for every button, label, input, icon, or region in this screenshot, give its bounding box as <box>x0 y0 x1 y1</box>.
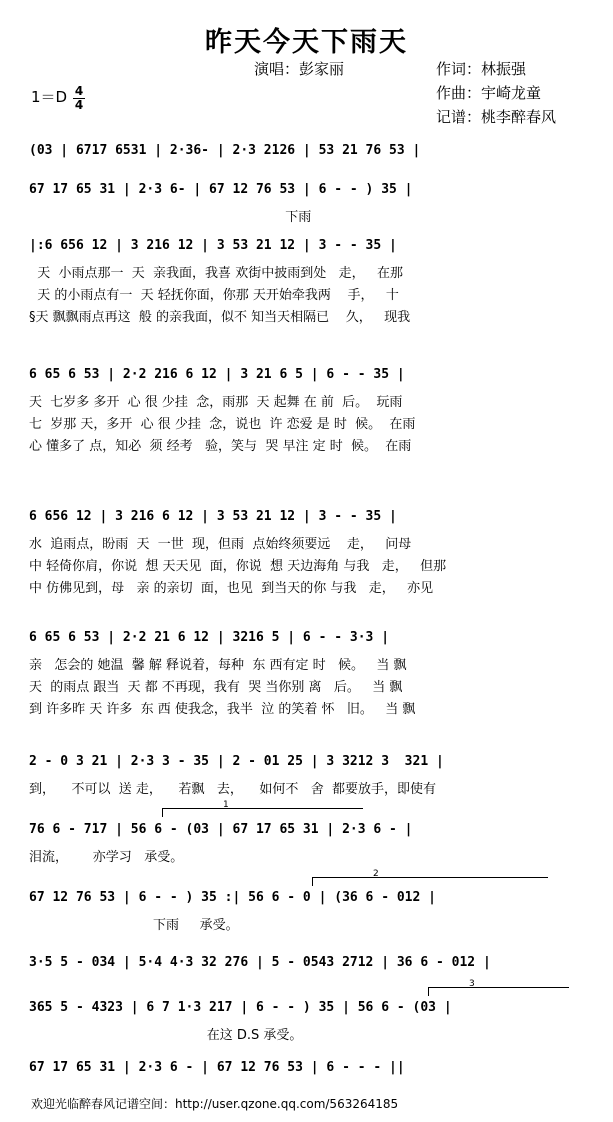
lyric-line-3-1: 天 小雨点那一 天 亲我面，我喜 欢街中披雨到处 走， 在那 <box>29 266 403 281</box>
lyric-line-4-2: 七 岁那 天，多开 心 很 少挂 念，说也 许 恋爱 是 时 候。 在雨 <box>29 417 416 432</box>
lyric-line-5-2: 中 轻倚你肩，你说 想 天天见 面，你说 想 天边海角 与我 走， 但那 <box>29 559 447 574</box>
footer-credit: 欢迎光临醉春风记谱空间：http://user.qzone.qq.com/563264185 <box>31 1097 399 1111</box>
score-row-7: 2 - 0 3 21 | 2·3 3 - 35 | 2 - 01 25 | 3 3212 3 321 | <box>29 754 444 769</box>
time-signature-bottom: 4 <box>74 98 84 112</box>
time-signature <box>73 86 85 111</box>
key-signature: 1＝D <box>31 88 68 106</box>
score-row-12: 67 17 65 31 | 2·3 6 - | 67 12 76 53 | 6 - - - || <box>29 1060 405 1075</box>
lyric-line-4-3: 心 懂多了 点，知必 须 经考 验，笑与 哭 早注 定 时 候。 在雨 <box>29 439 412 454</box>
score-row-10: 3·5 5 - 034 | 5·4 4·3 32 276 | 5 - 0543 2712 | 36 6 - 012 | <box>29 955 491 970</box>
volta-bracket-2: 2 <box>312 877 548 886</box>
lyric-line-3-3: §天 飘飘雨点再这 般 的亲我面，似不 知当天相隔已 久， 现我 <box>29 310 411 325</box>
score-row-11: 365 5 - 4323 | 6 7 1·3 217 | 6 - - ) 35 | 56 6 - (03 | <box>29 1000 452 1015</box>
lyric-line-4-1: 天 七岁多 多开 心 很 少挂 念，雨那 天 起舞 在 前 后。 玩雨 <box>29 395 403 410</box>
volta-bracket-3: 3 <box>428 987 569 996</box>
lyric-line-6-3: 到 许多昨 天 许多 东 西 使我念，我半 泣 的笑着 怀 旧。 当 飘 <box>29 702 416 717</box>
singer-credit: 演唱：彭家丽 <box>254 60 345 78</box>
lyric-line-11-1: 在这 D.S 承受。 <box>29 1028 303 1043</box>
score-row-2: 67 17 65 31 | 2·3 6- | 67 12 76 53 | 6 - - ) 35 | <box>29 182 413 197</box>
lyric-line-9-1: 下雨 承受。 <box>29 918 239 933</box>
score-row-3: |:6 656 12 | 3 216 12 | 3 53 21 12 | 3 - - 35 | <box>29 238 397 253</box>
transcriber-credit: 记谱：桃李醉春风 <box>436 108 557 126</box>
score-row-1: (03 | 6717 6531 | 2·36- | 2·3 2126 | 53 21 76 53 | <box>29 143 421 158</box>
lyric-line-8-1: 泪流， 亦学习 承受。 <box>29 850 184 865</box>
lyric-line-3-2: 天 的小雨点有一 天 轻抚你面，你那 天开始牵我两 手， 十 <box>29 288 399 303</box>
lyric-line-6-2: 天 的雨点 跟当 天 都 不再现，我有 哭 当你别 离 后。 当 飘 <box>29 680 403 695</box>
composer-credit: 作曲：宇崎龙童 <box>436 84 542 102</box>
lyric-line-5-3: 中 仿佛见到，母 亲 的亲切 面，也见 到当天的你 与我 走， 亦见 <box>29 581 434 596</box>
lyric-line-2-1: 下雨 <box>29 210 312 225</box>
lyric-line-7-1: 到， 不可以 送 走， 若飘 去， 如何不 舍 都要放手，即使有 <box>29 782 437 797</box>
lyric-line-6-1: 亲 怎会的 她温 馨 解 释说着，每种 东 西有定 时 候。 当 飘 <box>29 658 407 673</box>
score-row-8: 76 6 - 717 | 56 6 - (03 | 67 17 65 31 | 2·3 6 - | <box>29 822 413 837</box>
page-title: 昨天今天下雨天 <box>205 27 408 58</box>
lyric-line-5-1: 水 追雨点，盼雨 天 一世 现，但雨 点始终须要远 走， 问母 <box>29 537 412 552</box>
score-row-9: 67 12 76 53 | 6 - - ) 35 :| 56 6 - 0 | (36 6 - 012 | <box>29 890 436 905</box>
score-row-6: 6 65 6 53 | 2·2 21 6 12 | 3216 5 | 6 - - 3·3 | <box>29 630 390 645</box>
time-signature-top: 4 <box>74 84 84 98</box>
lyricist-credit: 作词：林振强 <box>436 60 527 78</box>
score-row-5: 6 656 12 | 3 216 6 12 | 3 53 21 12 | 3 - - 35 | <box>29 509 397 524</box>
score-row-4: 6 65 6 53 | 2·2 216 6 12 | 3 21 6 5 | 6 - - 35 | <box>29 367 405 382</box>
volta-bracket-1: 1 <box>162 808 363 817</box>
